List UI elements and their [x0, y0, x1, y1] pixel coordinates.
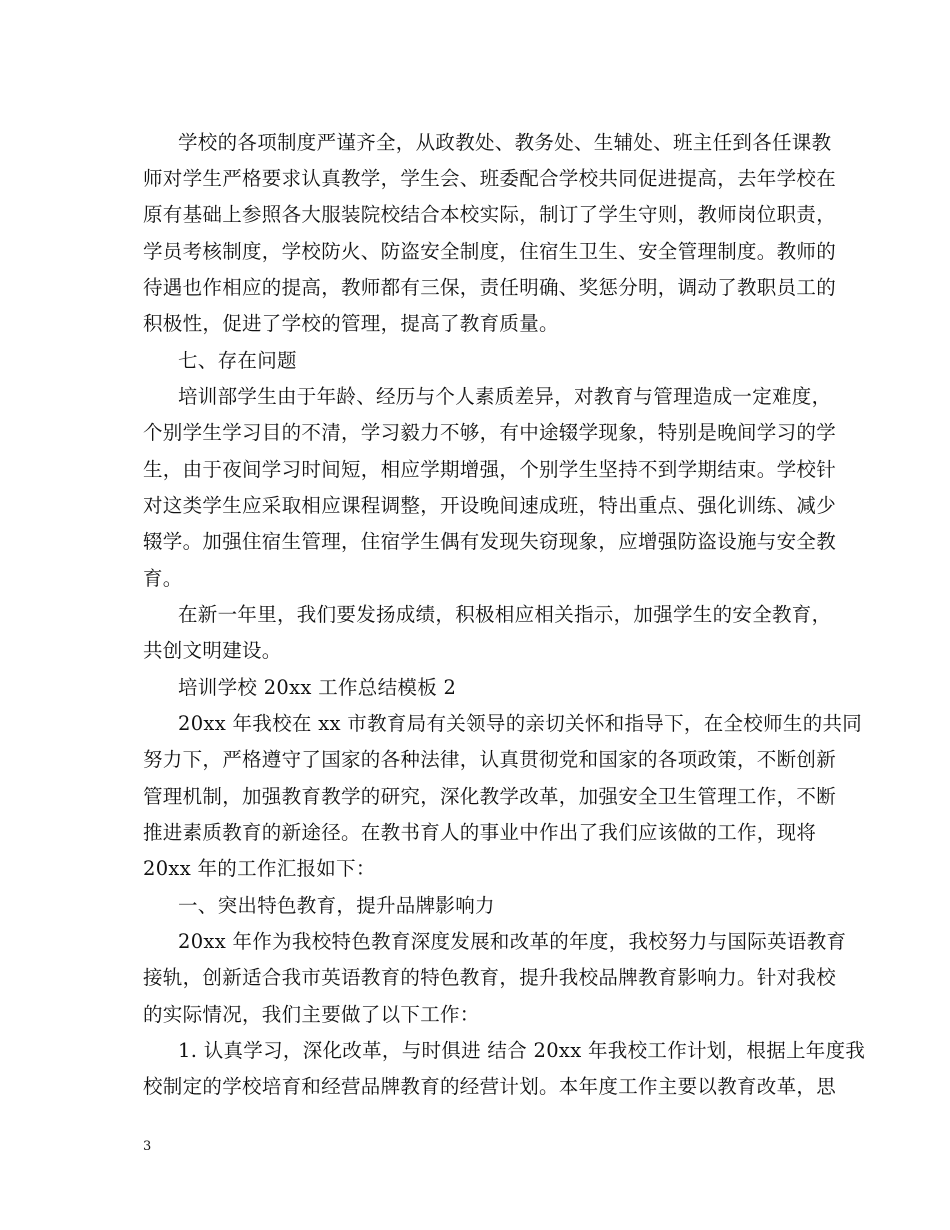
paragraph-line: 20xx 年我校在 xx 市教育局有关领导的亲切关怀和指导下，在全校师生的共同 [178, 712, 863, 735]
paragraph-line: 对这类学生应采取相应课程调整，开设晚间速成班，特出重点、强化训练、减少 [143, 494, 837, 517]
paragraph-line: 接轨，创新适合我市英语教育的特色教育，提升我校品牌教育影响力。针对我校 [143, 966, 837, 989]
paragraph-line: 管理机制，加强教育教学的研究，深化教学改革，加强安全卫生管理工作，不断 [143, 785, 837, 808]
paragraph-line: 推进素质教育的新途径。在教书育人的事业中作出了我们应该做的工作，现将 [143, 821, 817, 844]
paragraph-line: 1. 认真学习，深化改革，与时俱进 结合 20xx 年我校工作计划，根据上年度我 [178, 1039, 866, 1062]
paragraph-line: 学校的各项制度严谨齐全，从政教处、教务处、生辅处、班主任到各任课教 [178, 131, 832, 154]
paragraph-line: 育。 [143, 567, 183, 590]
paragraph-line: 学员考核制度，学校防火、防盗安全制度，住宿生卫生、安全管理制度。教师的 [143, 240, 837, 263]
paragraph-line: 个别学生学习目的不清，学习毅力不够，有中途辍学现象，特别是晚间学习的学 [143, 421, 837, 444]
page-number: 3 [143, 1139, 152, 1154]
paragraph-line: 20xx 年的工作汇报如下： [143, 857, 376, 880]
paragraph-line: 辍学。加强住宿生管理，住宿学生偶有发现失窃现象，应增强防盗设施与安全教 [143, 530, 837, 553]
paragraph-line: 在新一年里，我们要发扬成绩，积极相应相关指示，加强学生的安全教育， [178, 603, 832, 626]
paragraph-line: 努力下，严格遵守了国家的各种法律，认真贯彻党和国家的各项政策，不断创新 [143, 748, 837, 771]
paragraph-line: 共创文明建设。 [143, 639, 282, 662]
paragraph-line: 生，由于夜间学习时间短，相应学期增强，个别学生坚持不到学期结束。学校针 [143, 458, 837, 481]
paragraph-line: 原有基础上参照各大服装院校结合本校实际，制订了学生守则，教师岗位职责， [143, 203, 837, 226]
paragraph-line: 培训部学生由于年龄、经历与个人素质差异，对教育与管理造成一定难度， [178, 385, 832, 408]
paragraph-line: 校制定的学校培育和经营品牌教育的经营计划。本年度工作主要以教育改革，思 [143, 1075, 837, 1098]
paragraph-line: 待遇也作相应的提高，教师都有三保，责任明确、奖惩分明，调动了教职员工的 [143, 276, 837, 299]
section-heading: 七、存在问题 [178, 349, 297, 372]
paragraph-line: 积极性，促进了学校的管理，提高了教育质量。 [143, 312, 559, 335]
section-heading: 培训学校 20xx 工作总结模板 2 [178, 676, 457, 699]
paragraph-line: 师对学生严格要求认真教学，学生会、班委配合学校共同促进提高，去年学校在 [143, 167, 837, 190]
section-heading: 一、突出特色教育，提升品牌影响力 [178, 894, 495, 917]
paragraph-line: 的实际情况，我们主要做了以下工作： [143, 1003, 480, 1026]
paragraph-line: 20xx 年作为我校特色教育深度发展和改革的年度，我校努力与国际英语教育 [178, 930, 847, 953]
